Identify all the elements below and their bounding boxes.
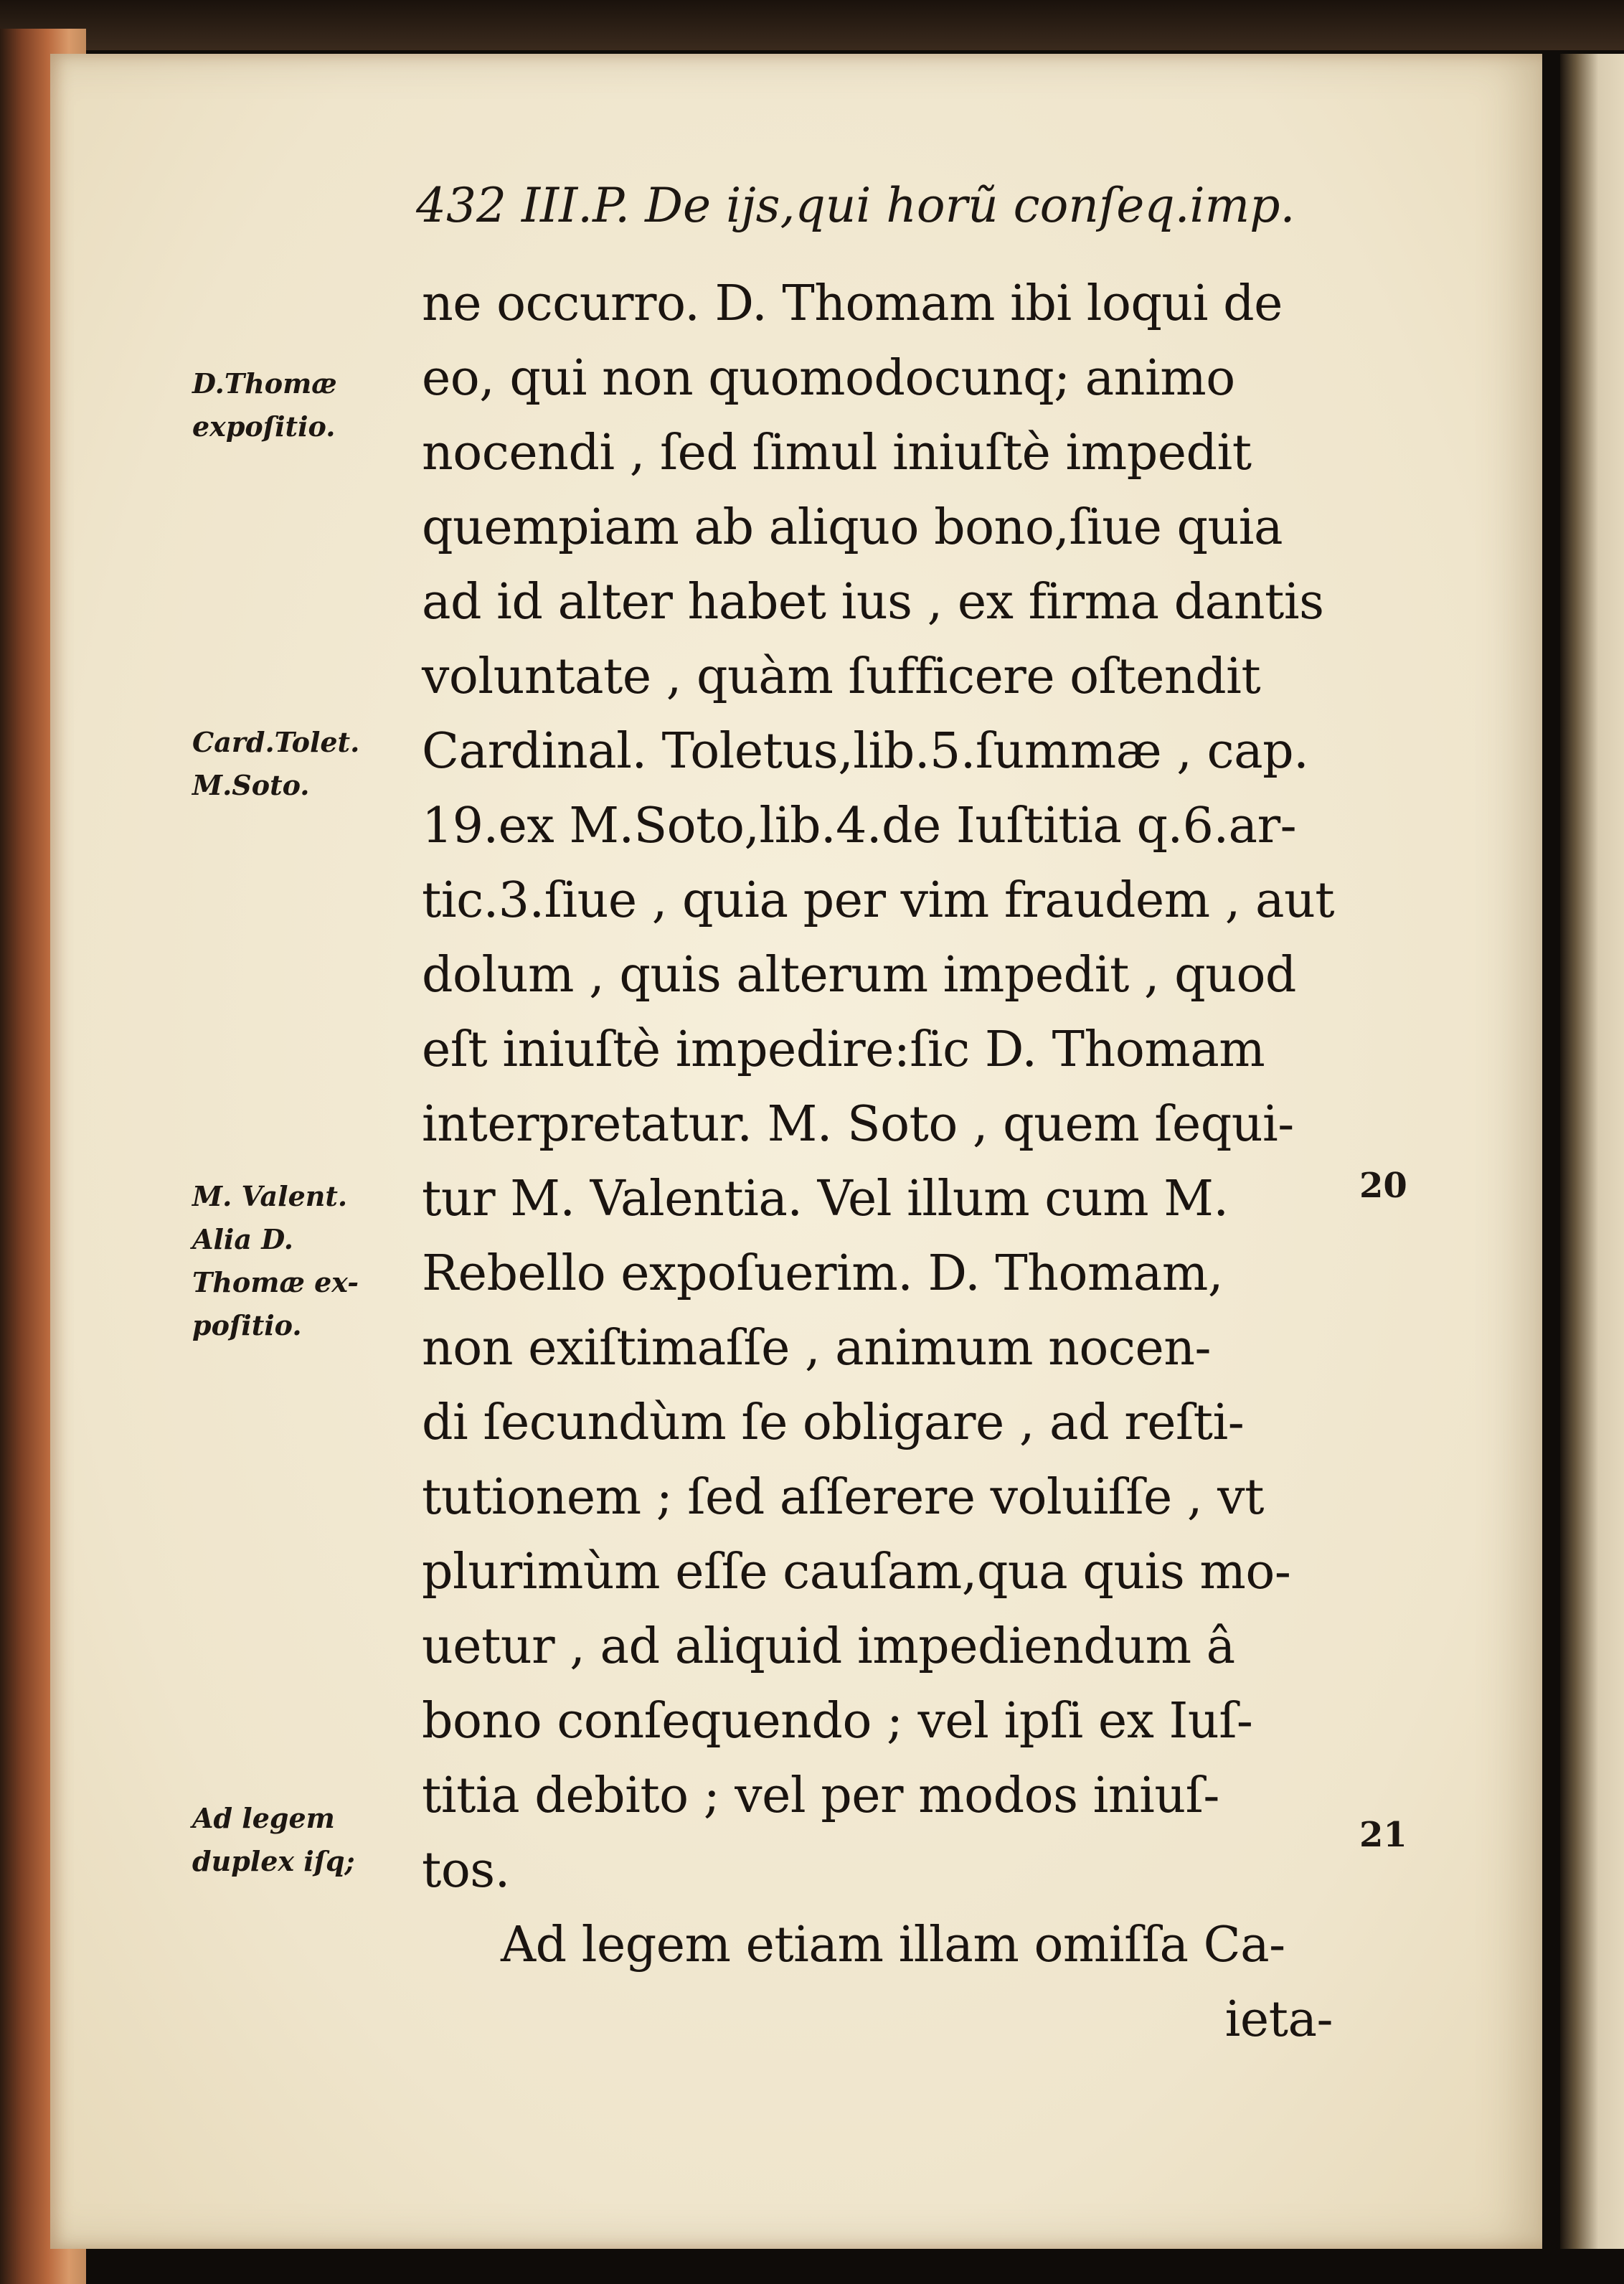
next-page-edge [1560, 54, 1624, 2249]
text-line: Rebello expoſuerim. D. Thomam, [422, 1245, 1224, 1302]
text-line: dolum , quis alterum impedit , quod [422, 947, 1296, 1004]
text-line: 19.ex M.Soto,lib.4.de Iuſtitia q.6.ar- [422, 798, 1297, 854]
text-line: bono conſequendo ; vel ipſi ex Iuſ- [422, 1693, 1253, 1750]
margin-note-line: Alia D. [192, 1223, 294, 1255]
text-line: tur M. Valentia. Vel illum cum M. [422, 1171, 1229, 1227]
margin-note-line: Card.Tolet. [192, 726, 360, 758]
text-line: interpretatur. M. Soto , quem ſequi- [422, 1096, 1294, 1153]
text-line: uetur , ad aliquid impediendum â [422, 1618, 1235, 1675]
text-line: tos. [422, 1842, 510, 1899]
margin-note-line: Thomæ ex- [192, 1266, 359, 1298]
margin-note-line: poſitio. [192, 1309, 302, 1341]
body-text [422, 267, 1333, 2057]
margin-note-line: D.Thomæ [192, 367, 337, 400]
margin-note-line: M. Valent. [192, 1180, 348, 1212]
text-line: Ad legem etiam illam omiſſa Ca- [501, 1917, 1285, 1973]
text-line: nocendi , ſed ſimul iniuſtè impedit [422, 425, 1252, 481]
margin-note [192, 1175, 422, 1347]
text-line: eo, qui non quomodocunq; animo [422, 350, 1235, 407]
margin-note-line: Ad legem [192, 1802, 335, 1834]
margin-note [192, 721, 422, 807]
margin-note-line: expoſitio. [192, 410, 336, 443]
margin-note-line: duplex iſq; [192, 1845, 355, 1877]
margin-note-line: M.Soto. [192, 769, 310, 801]
text-line: di ſecundùm ſe obligare , ad reſti- [422, 1395, 1245, 1451]
margin-note [192, 362, 422, 448]
text-line: titia debito ; vel per modos iniuſ- [422, 1768, 1219, 1824]
book-top-band [0, 0, 1624, 50]
line-number: 20 [1359, 1166, 1407, 1206]
text-line: eſt iniuſtè impedire:ſic D. Thomam [422, 1021, 1265, 1078]
margin-note [192, 1797, 422, 1883]
text-line: tutionem ; ſed aſſerere voluiſſe , vt [422, 1469, 1264, 1526]
text-line: quempiam ab aliquo bono,ſiue quia [422, 499, 1283, 556]
text-line: Cardinal. Toletus,lib.5.ſummæ , cap. [422, 723, 1309, 780]
text-line: ne occurro. D. Thomam ibi loqui de [422, 275, 1283, 332]
catchword: ieta- [1224, 1991, 1333, 2048]
running-head: 432 III.P. De ijs,qui horũ conſeq.imp. [416, 178, 1295, 233]
text-line: ad id alter habet ius , ex firma dantis [422, 574, 1324, 631]
text-line: tic.3.ſiue , quia per vim fraudem , aut [422, 872, 1335, 929]
text-line: plurimùm eſſe cauſam,qua quis mo- [422, 1544, 1291, 1600]
text-line: non exiſtimaſſe , animum nocen- [422, 1320, 1211, 1377]
line-number: 21 [1359, 1815, 1407, 1855]
text-line: voluntate , quàm ſufficere oſtendit [422, 648, 1261, 705]
